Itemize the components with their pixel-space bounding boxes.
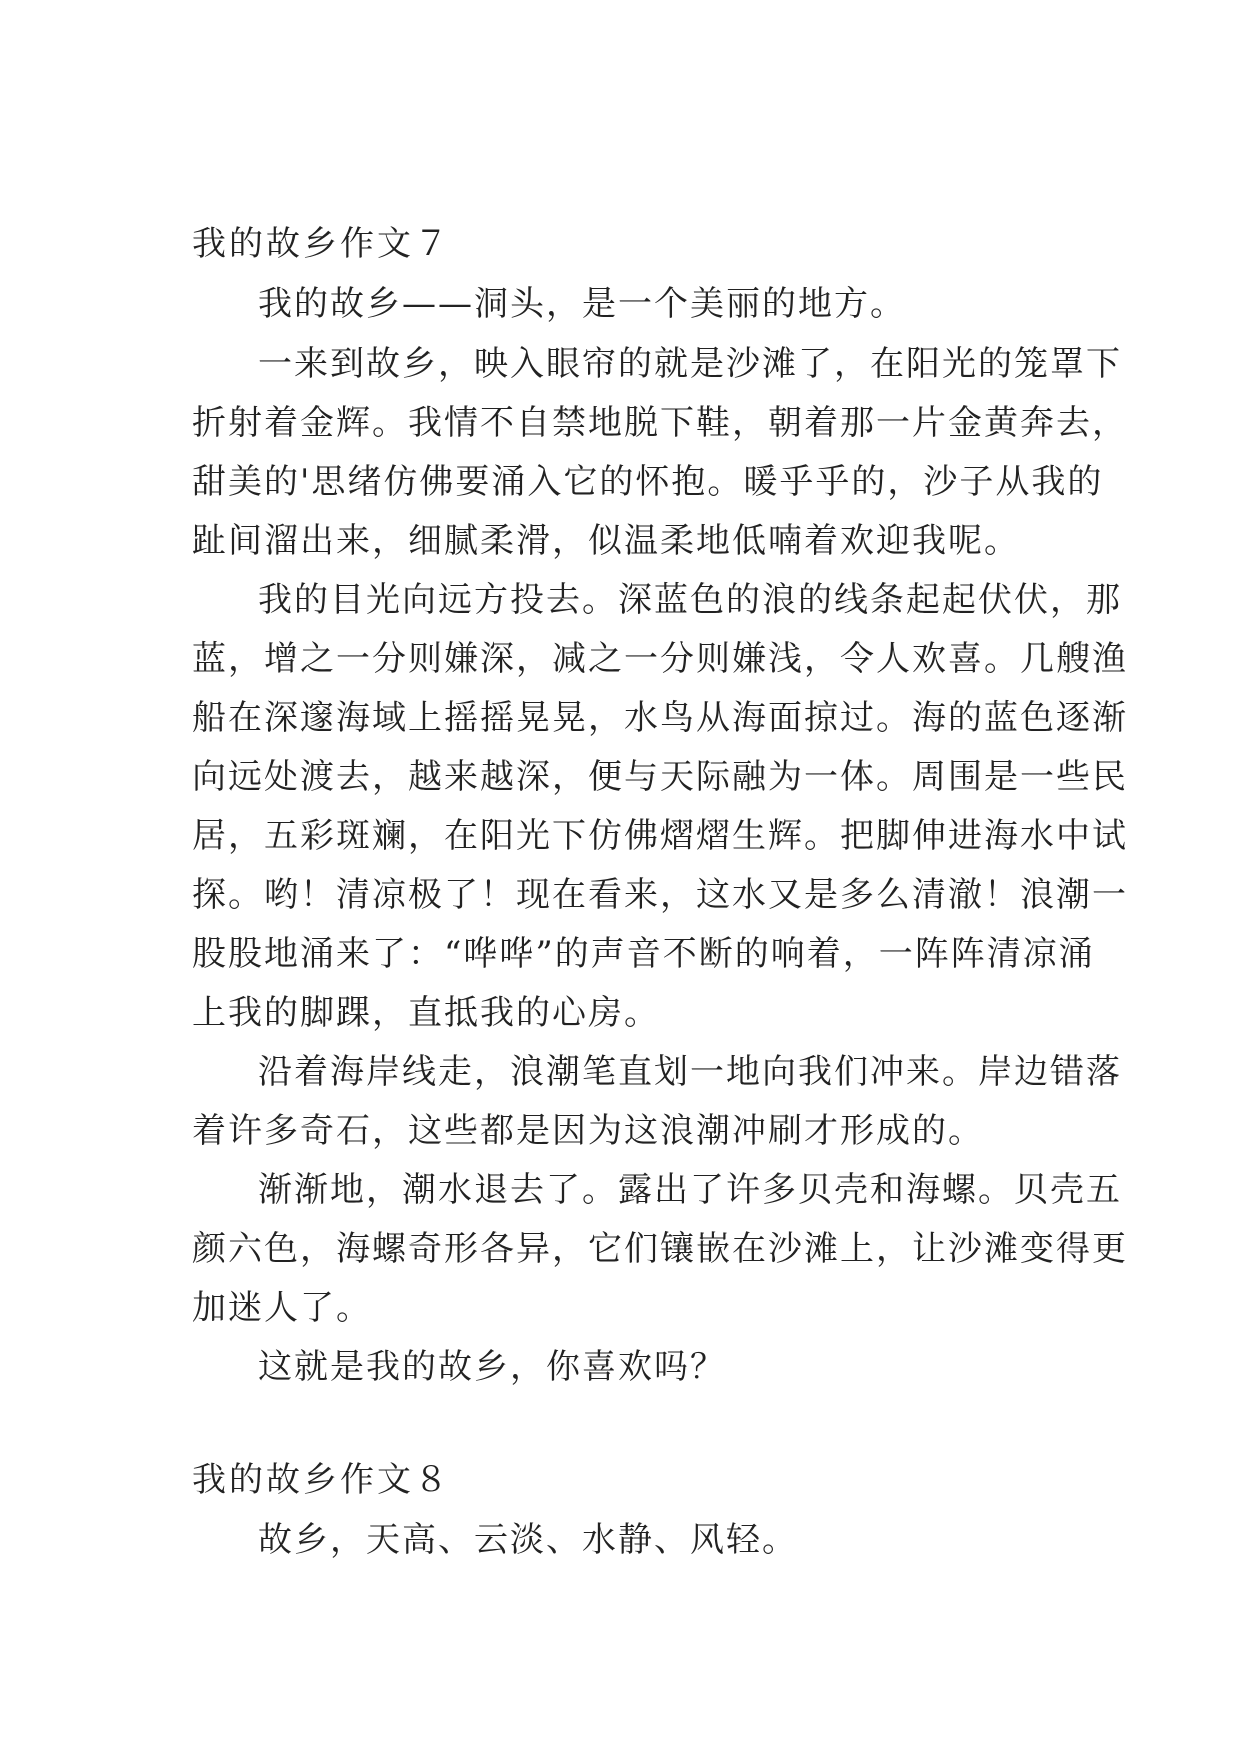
- paragraph-line: 探。哟！清凉极了！现在看来，这水又是多么清澈！浪潮一: [192, 875, 1128, 915]
- paragraph-line: 这就是我的故乡，你喜欢吗？: [258, 1347, 726, 1387]
- paragraph-line: 我的故乡——洞头，是一个美丽的地方。: [258, 284, 906, 324]
- paragraph-line: 股股地涌来了：“哗哗”的声音不断的响着，一阵阵清凉涌: [192, 934, 1095, 974]
- paragraph-line: 着许多奇石，这些都是因为这浪潮冲刷才形成的。: [192, 1111, 984, 1151]
- paragraph-line: 蓝，增之一分则嫌深，减之一分则嫌浅，令人欢喜。几艘渔: [192, 639, 1128, 679]
- paragraph-line: 加迷人了。: [192, 1288, 372, 1328]
- paragraph-line: 沿着海岸线走，浪潮笔直划一地向我们冲来。岸边错落: [258, 1052, 1122, 1092]
- paragraph-line: 一来到故乡，映入眼帘的就是沙滩了，在阳光的笼罩下: [258, 344, 1122, 384]
- paragraph-line: 我的目光向远方投去。深蓝色的浪的线条起起伏伏，那: [258, 580, 1122, 620]
- paragraph-line: 上我的脚踝，直抵我的心房。: [192, 993, 660, 1033]
- paragraph-line: 船在深邃海域上摇摇晃晃，水鸟从海面掠过。海的蓝色逐渐: [192, 698, 1128, 738]
- paragraph-line: 渐渐地，潮水退去了。露出了许多贝壳和海螺。贝壳五: [258, 1170, 1122, 1210]
- paragraph-line: 折射着金辉。我情不自禁地脱下鞋，朝着那一片金黄奔去，: [192, 403, 1128, 443]
- paragraph-line: 趾间溜出来，细腻柔滑，似温柔地低喃着欢迎我呢。: [192, 521, 1020, 561]
- section-8-title: 我的故乡作文８: [192, 1460, 451, 1500]
- paragraph-line: 颜六色，海螺奇形各异，它们镶嵌在沙滩上，让沙滩变得更: [192, 1229, 1128, 1269]
- paragraph-line: 向远处渡去，越来越深，便与天际融为一体。周围是一些民: [192, 757, 1128, 797]
- section-7-title: 我的故乡作文７: [192, 224, 451, 264]
- paragraph-line: 甜美的'思绪仿佛要涌入它的怀抱。暖乎乎的，沙子从我的: [192, 462, 1104, 502]
- paragraph-line: 故乡，天高、云淡、水静、风轻。: [258, 1520, 798, 1560]
- paragraph-line: 居，五彩斑斓，在阳光下仿佛熠熠生辉。把脚伸进海水中试: [192, 816, 1128, 856]
